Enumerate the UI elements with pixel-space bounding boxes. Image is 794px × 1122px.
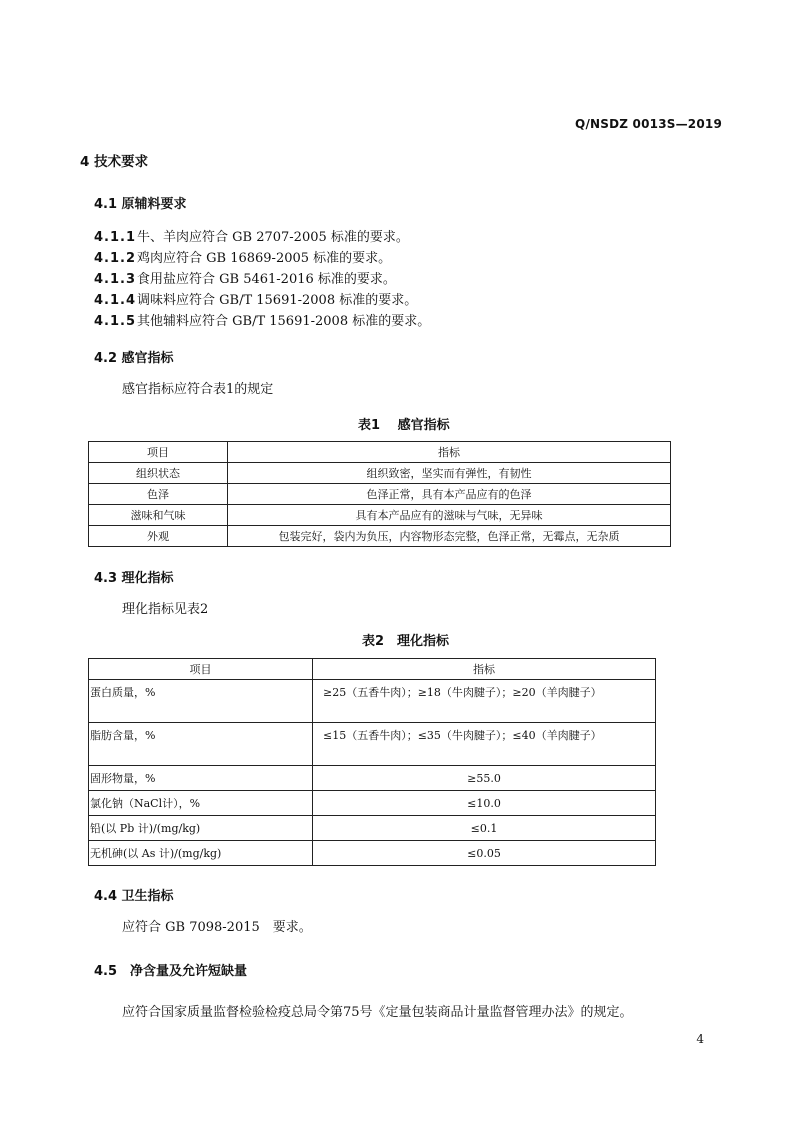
section-4-1-title: 4.1 原辅料要求 xyxy=(94,197,187,212)
table-cell-item: 铅(以 Pb 计)/(mg/kg) xyxy=(89,816,313,841)
section-4-3-title: 4.3 理化指标 xyxy=(94,571,174,586)
table-header-row xyxy=(89,659,656,680)
table-header-cell: 项目 xyxy=(89,442,228,463)
table-row xyxy=(89,841,656,866)
table-cell-indicator: ≤0.05 xyxy=(313,841,656,866)
requirement-text: 其他辅料应符合 GB/T 15691-2008 标准的要求。 xyxy=(137,314,431,329)
table-cell-item: 固形物量，% xyxy=(89,766,313,791)
page-number: 4 xyxy=(696,1032,704,1046)
table-cell-item: 组织状态 xyxy=(89,463,228,484)
table-cell-item: 外观 xyxy=(89,526,228,547)
sensory-table xyxy=(88,441,671,547)
table-1-caption: 表1 感官指标 xyxy=(358,418,450,433)
table-row xyxy=(89,463,671,484)
table-row xyxy=(89,505,671,526)
table-cell-indicator: 色泽正常，具有本产品应有的色泽 xyxy=(228,484,671,505)
requirement-number: 4.1.4 xyxy=(94,293,137,308)
table-row xyxy=(89,816,656,841)
section-4-4-text: 应符合 GB 7098-2015 要求。 xyxy=(122,920,312,935)
table-cell-indicator: ≤0.1 xyxy=(313,816,656,841)
section-4-4-title: 4.4 卫生指标 xyxy=(94,889,174,904)
section-4-2-intro: 感官指标应符合表1的规定 xyxy=(122,382,274,397)
requirement-text: 鸡肉应符合 GB 16869-2005 标准的要求。 xyxy=(137,251,392,266)
table-row xyxy=(89,680,656,723)
table-header-cell: 指标 xyxy=(313,659,656,680)
section-4-2-title: 4.2 感官指标 xyxy=(94,351,174,366)
table-cell-item: 滋味和气味 xyxy=(89,505,228,526)
requirement-number: 4.1.3 xyxy=(94,272,137,287)
table-row xyxy=(89,484,671,505)
requirement-number: 4.1.5 xyxy=(94,314,137,329)
table-cell-item: 无机砷(以 As 计)/(mg/kg) xyxy=(89,841,313,866)
table-cell-item: 氯化钠（NaCl计），% xyxy=(89,791,313,816)
section-4-5-title: 4.5 净含量及允许短缺量 xyxy=(94,964,248,979)
table-cell-indicator: ≥55.0 xyxy=(313,766,656,791)
section-4-title: 4 技术要求 xyxy=(80,154,149,170)
table-header-cell: 项目 xyxy=(89,659,313,680)
table-cell-indicator: ≤10.0 xyxy=(313,791,656,816)
section-4-5-text: 应符合国家质量监督检验检疫总局令第75号《定量包装商品计量监督管理办法》的规定。 xyxy=(122,1005,633,1020)
requirement-4-1-3 xyxy=(94,268,396,287)
requirement-number: 4.1.1 xyxy=(94,230,137,245)
table-row xyxy=(89,526,671,547)
table-cell-indicator: 具有本产品应有的滋味与气味，无异味 xyxy=(228,505,671,526)
table-header-cell: 指标 xyxy=(228,442,671,463)
table-cell-item: 蛋白质量，% xyxy=(89,680,313,723)
requirement-4-1-2 xyxy=(94,247,391,266)
requirement-text: 食用盐应符合 GB 5461-2016 标准的要求。 xyxy=(137,272,396,287)
table-cell-indicator: ≤15（五香牛肉）；≤35（牛肉腱子）；≤40（羊肉腱子） xyxy=(313,723,656,766)
table-cell-indicator: ≥25（五香牛肉）；≥18（牛肉腱子）；≥20（羊肉腱子） xyxy=(313,680,656,723)
physicochemical-table xyxy=(88,658,656,866)
table-row xyxy=(89,723,656,766)
requirement-4-1-1 xyxy=(94,226,409,245)
requirement-4-1-4 xyxy=(94,289,417,308)
table-row xyxy=(89,791,656,816)
requirement-4-1-5 xyxy=(94,310,430,329)
table-cell-item: 脂肪含量，% xyxy=(89,723,313,766)
table-row xyxy=(89,766,656,791)
table-cell-indicator: 组织致密，坚实而有弹性，有韧性 xyxy=(228,463,671,484)
standard-number: Q/NSDZ 0013S—2019 xyxy=(575,117,722,131)
requirement-text: 调味料应符合 GB/T 15691-2008 标准的要求。 xyxy=(137,293,418,308)
table-cell-indicator: 包装完好，袋内为负压，内容物形态完整，色泽正常，无霉点，无杂质 xyxy=(228,526,671,547)
table-cell-item: 色泽 xyxy=(89,484,228,505)
requirement-text: 牛、羊肉应符合 GB 2707-2005 标准的要求。 xyxy=(137,230,409,245)
table-2-caption: 表2 理化指标 xyxy=(362,634,450,649)
section-4-3-intro: 理化指标见表2 xyxy=(122,602,209,617)
table-header-row xyxy=(89,442,671,463)
requirement-number: 4.1.2 xyxy=(94,251,137,266)
